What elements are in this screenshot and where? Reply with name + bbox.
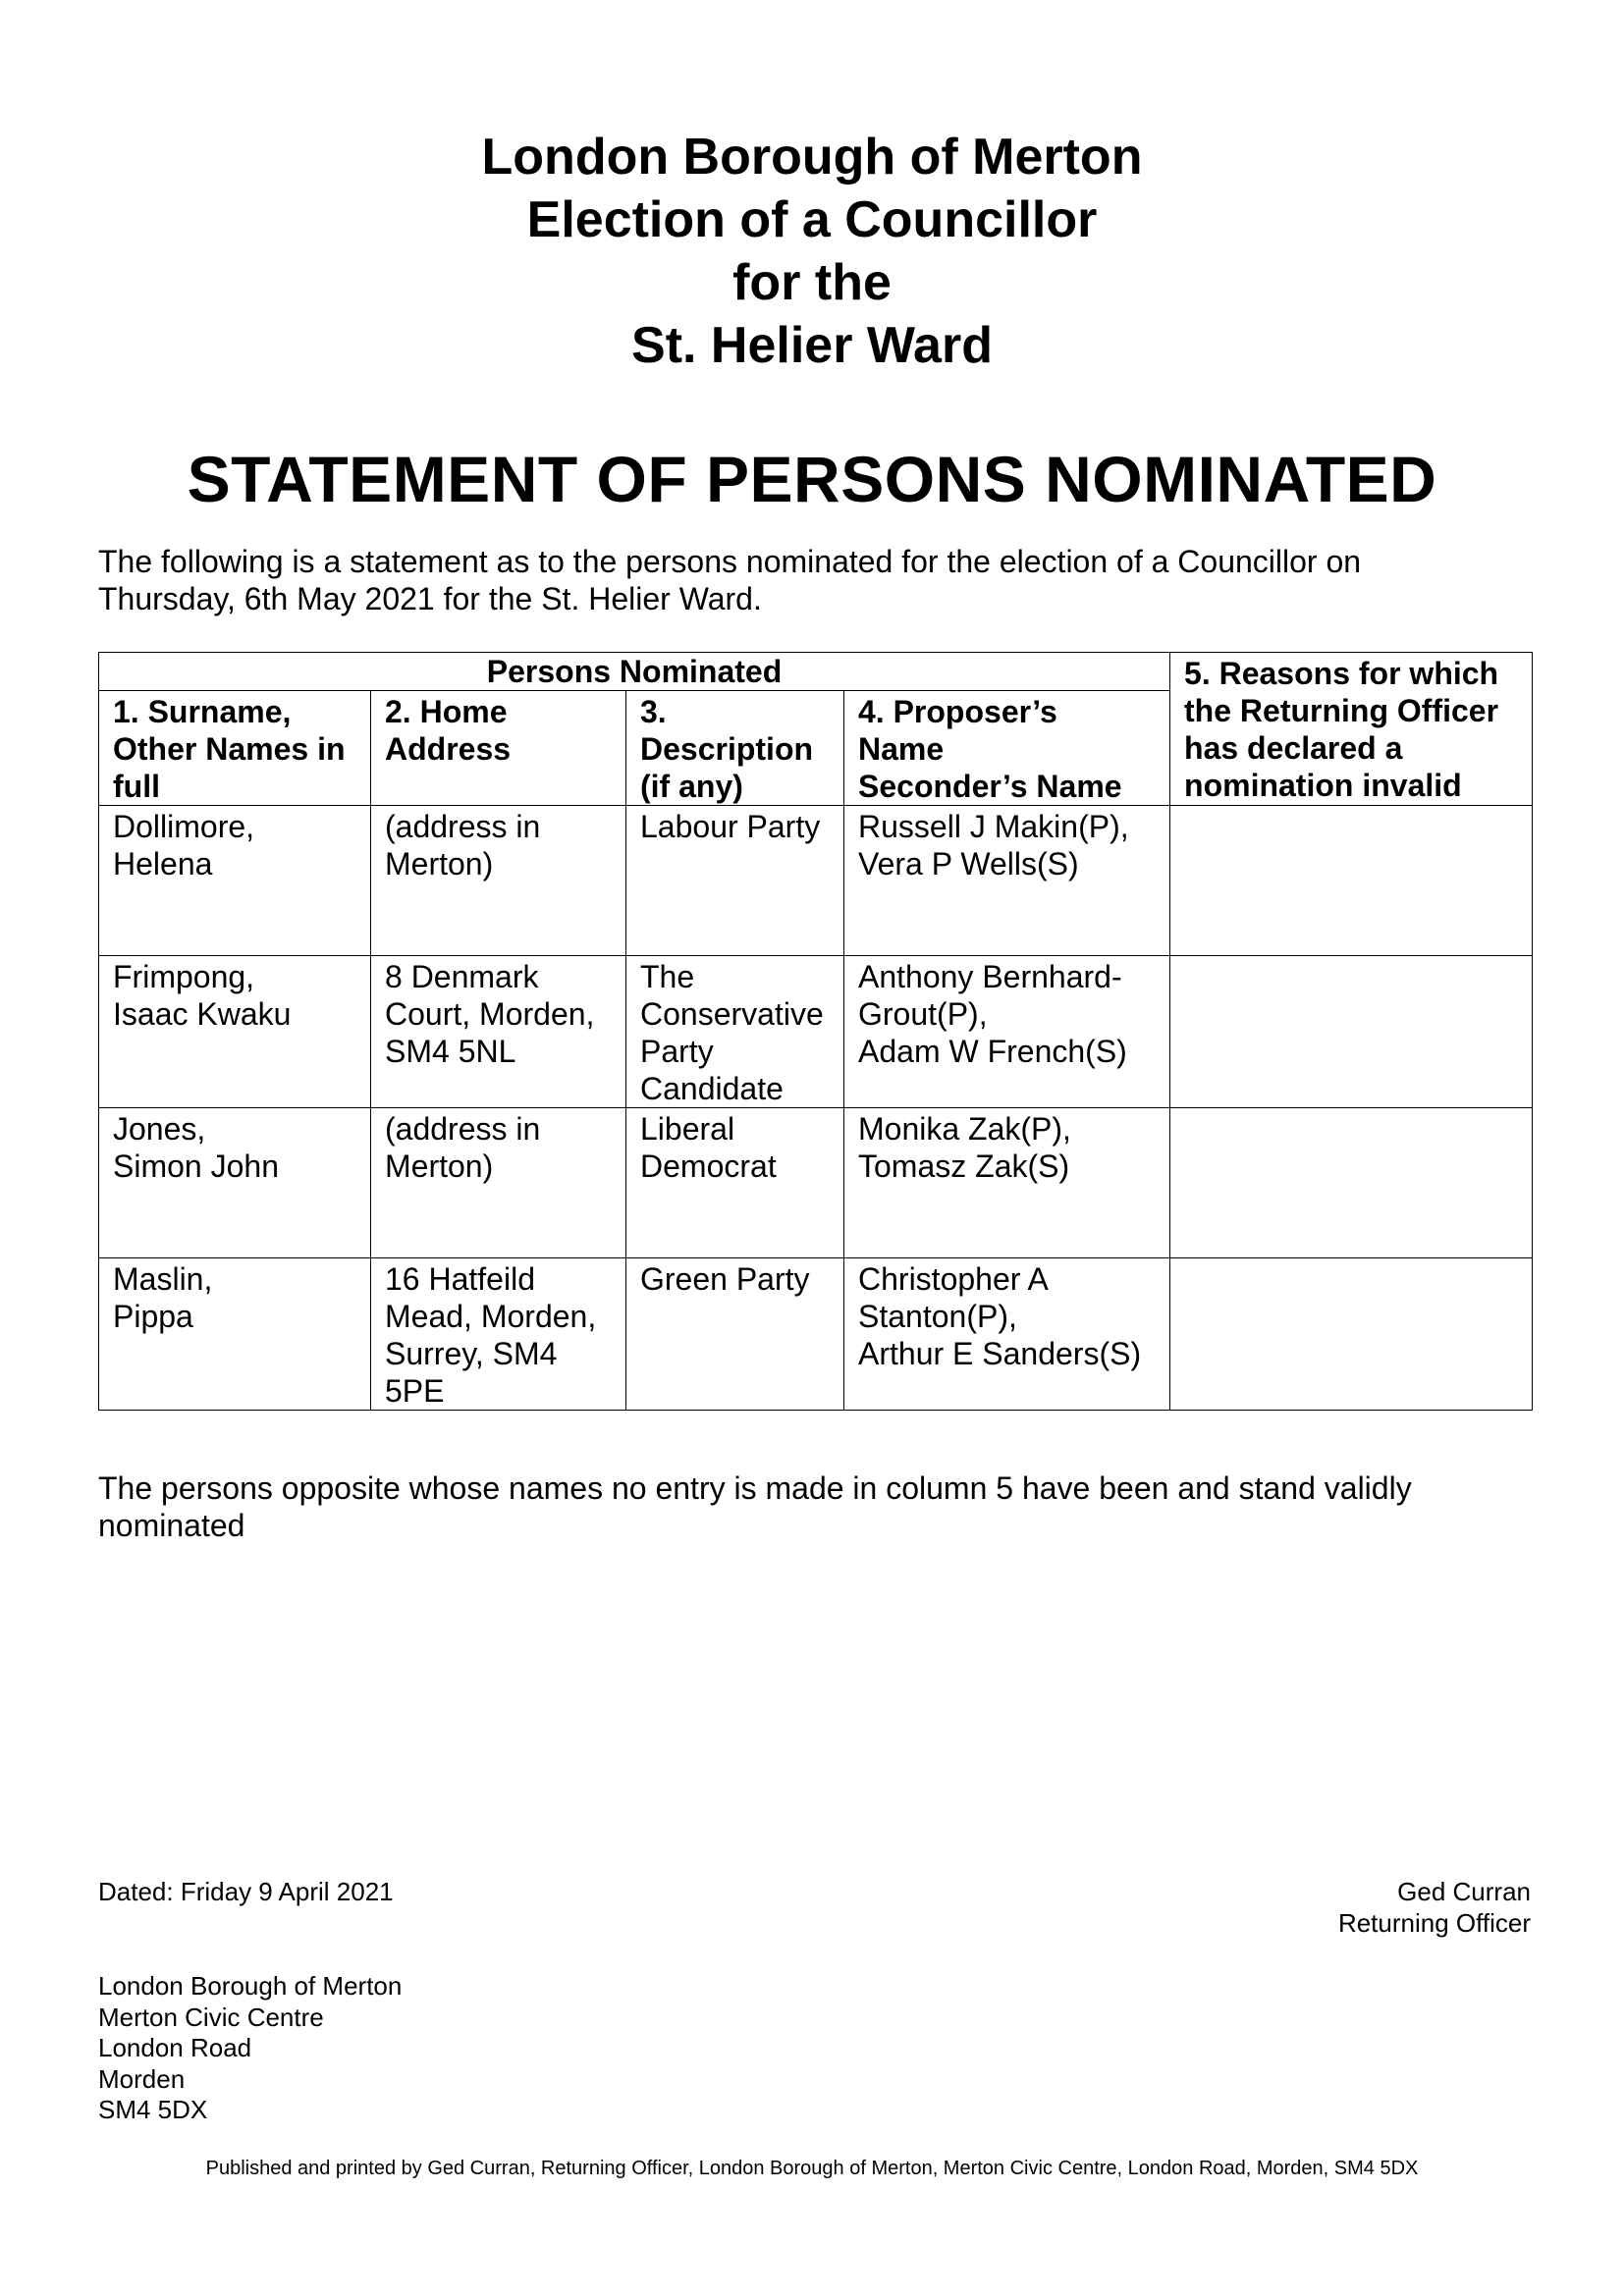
description-column-header: 3. Description (if any) (626, 691, 844, 806)
persons-nominated-header: Persons Nominated (99, 653, 1170, 691)
intro-line: The following is a statement as to the persons nominated for the election of a Councillor on (98, 544, 1362, 579)
document-header (0, 126, 1624, 377)
candidate-description-cell: Liberal Democrat (626, 1108, 844, 1258)
proposer-seconder-cell: Christopher A Stanton(P), Arthur E Sanders(S) (844, 1258, 1170, 1411)
reasons-column-header: 5. Reasons for which the Returning Officer has declared a nomination invalid (1170, 653, 1533, 806)
candidate-description-cell: The Conservative Party Candidate (626, 956, 844, 1108)
invalid-reasons-cell (1170, 1258, 1533, 1411)
candidate-name-cell: Jones, Simon John (99, 1108, 371, 1258)
council-address (98, 1971, 402, 2126)
candidate-name-cell: Maslin, Pippa (99, 1258, 371, 1411)
address-line: London Borough of Merton (98, 1971, 403, 2001)
table-row (99, 1258, 1533, 1411)
candidate-address-cell: 8 Denmark Court, Morden, SM4 5NL (371, 956, 626, 1108)
proposer-seconder-cell: Russell J Makin(P), Vera P Wells(S) (844, 806, 1170, 956)
proposer-seconder-cell: Anthony Bernhard- Grout(P), Adam W French(S) (844, 956, 1170, 1108)
invalid-reasons-cell (1170, 1108, 1533, 1258)
header-for-the: for the (732, 254, 892, 311)
officer-name: Ged Curran (1397, 1877, 1531, 1906)
candidate-description-cell: Green Party (626, 1258, 844, 1411)
address-column-header: 2. Home Address (371, 691, 626, 806)
returning-officer-signature (1338, 1876, 1531, 1939)
address-line: SM4 5DX (98, 2095, 208, 2124)
intro-paragraph (98, 543, 1532, 617)
address-line: Merton Civic Centre (98, 2002, 324, 2032)
proposer-column-header: 4. Proposer’s Name Seconder’s Name (844, 691, 1170, 806)
publisher-imprint: Published and printed by Ged Curran, Returning Officer, London Borough of Merton, Merton Civic Centre, London Road, Morden, SM4 5DX (205, 2158, 1419, 2179)
ward-name: St. Helier Ward (631, 317, 993, 374)
candidate-address-cell: 16 Hatfeild Mead, Morden, Surrey, SM4 5PE (371, 1258, 626, 1411)
address-line: London Road (98, 2033, 252, 2062)
candidate-name-cell: Frimpong, Isaac Kwaku (99, 956, 371, 1108)
table-row (99, 806, 1533, 956)
invalid-reasons-cell (1170, 956, 1533, 1108)
surname-column-header: 1. Surname, Other Names in full (99, 691, 371, 806)
council-name: London Borough of Merton (481, 129, 1143, 186)
validity-statement (98, 1469, 1532, 1544)
table-row (99, 956, 1533, 1108)
candidate-description-cell: Labour Party (626, 806, 844, 956)
address-line: Morden (98, 2063, 186, 2094)
invalid-reasons-cell (1170, 806, 1533, 956)
nominations-table (98, 652, 1533, 1411)
table-row (99, 1108, 1533, 1258)
election-name: Election of a Councillor (526, 191, 1098, 248)
validity-line: nominated (98, 1508, 245, 1543)
dated-line: Dated: Friday 9 April 2021 (98, 1877, 394, 1906)
intro-line: Thursday, 6th May 2021 for the St. Helier Ward. (98, 581, 762, 616)
candidate-address-cell: (address in Merton) (371, 806, 626, 956)
page-title: STATEMENT OF PERSONS NOMINATED (187, 443, 1437, 515)
candidate-address-cell: (address in Merton) (371, 1108, 626, 1258)
validity-line: The persons opposite whose names no entry is made in column 5 have been and stand validly (98, 1470, 1412, 1506)
table-group-header-row (99, 653, 1533, 691)
proposer-seconder-cell: Monika Zak(P), Tomasz Zak(S) (844, 1108, 1170, 1258)
officer-role: Returning Officer (1337, 1908, 1531, 1938)
candidate-name-cell: Dollimore, Helena (99, 806, 371, 956)
